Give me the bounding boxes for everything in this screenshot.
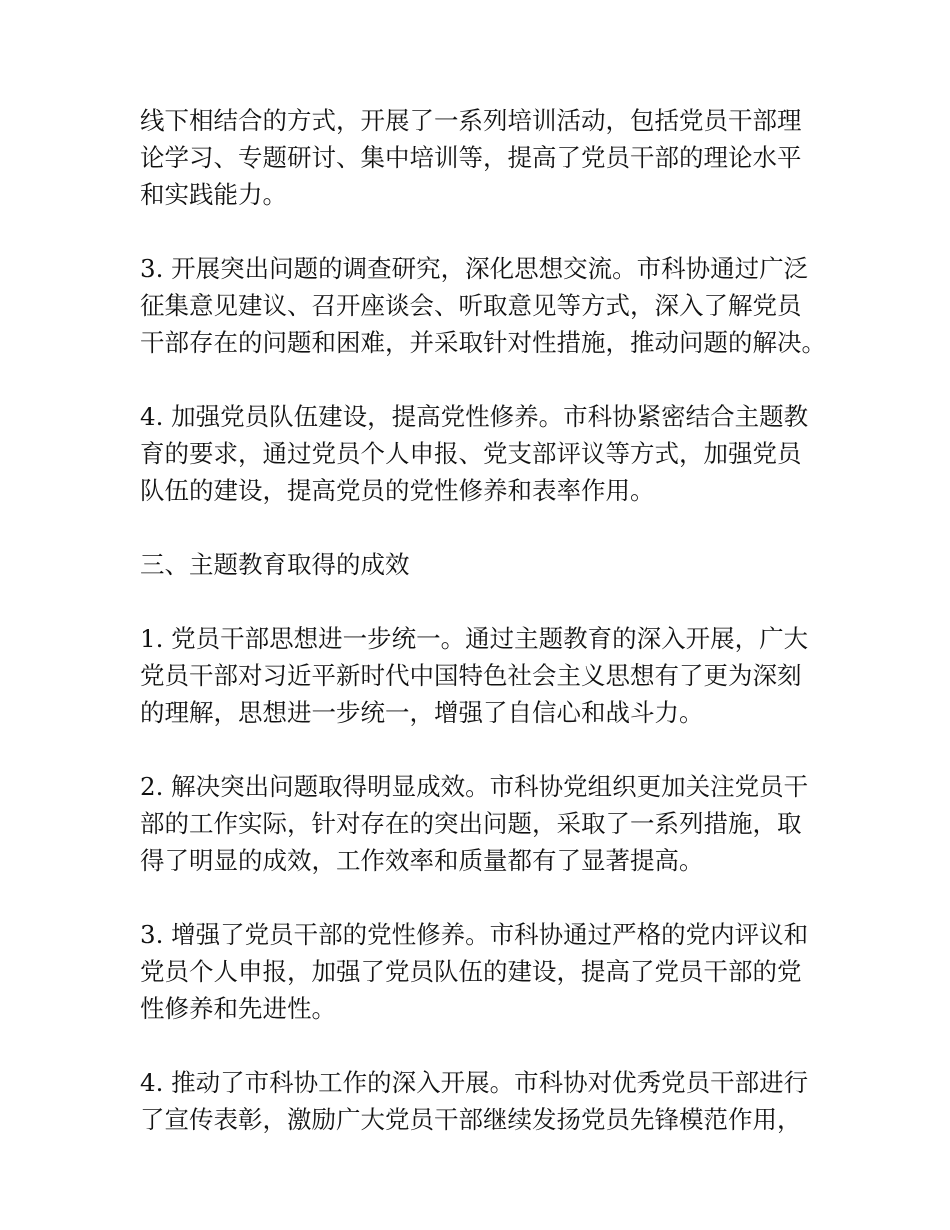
section-heading-achievements [140,546,830,583]
paragraph-achievement-4 [140,1064,830,1138]
text-line: 1. 党员干部思想进一步统一。通过主题教育的深入开展，广大 [140,624,809,653]
text-line: 征集意见建议、召开座谈会、听取意见等方式，深入了解党员 [140,291,802,320]
text-line: 干部存在的问题和困难，并采取针对性措施，推动问题的解决。 [140,328,826,357]
paragraph-training-continued [140,102,830,213]
heading-line: 三、主题教育取得的成效 [140,550,410,579]
text-line: 3. 增强了党员干部的党性修养。市科协通过严格的党内评议和 [140,920,809,949]
text-line: 育的要求，通过党员个人申报、党支部评议等方式，加强党员 [140,439,802,468]
text-line: 线下相结合的方式，开展了一系列培训活动，包括党员干部理 [140,106,802,135]
text-line: 论学习、专题研讨、集中培训等，提高了党员干部的理论水平 [140,143,802,172]
document-body [140,102,830,1175]
paragraph-item-4-team-building [140,398,830,509]
text-line: 4. 加强党员队伍建设，提高党性修养。市科协紧密结合主题教 [140,402,809,431]
text-line: 4. 推动了市科协工作的深入开展。市科协对优秀党员干部进行 [140,1068,809,1097]
text-line: 3. 开展突出问题的调查研究，深化思想交流。市科协通过广泛 [140,254,809,283]
paragraph-item-3-research [140,250,830,361]
text-line: 性修养和先进性。 [140,994,336,1023]
text-line: 的理解，思想进一步统一，增强了自信心和战斗力。 [140,698,704,727]
text-line: 党员个人申报，加强了党员队伍的建设，提高了党员干部的党 [140,957,802,986]
text-line: 党员干部对习近平新时代中国特色社会主义思想有了更为深刻 [140,661,802,690]
text-line: 了宣传表彰，激励广大党员干部继续发扬党员先锋模范作用， [140,1105,802,1134]
text-line: 部的工作实际，针对存在的突出问题，采取了一系列措施，取 [140,809,802,838]
text-line: 队伍的建设，提高党员的党性修养和表率作用。 [140,476,655,505]
text-line: 2. 解决突出问题取得明显成效。市科协党组织更加关注党员干 [140,772,809,801]
paragraph-achievement-3 [140,916,830,1027]
paragraph-achievement-1 [140,620,830,731]
text-line: 和实践能力。 [140,180,287,209]
paragraph-achievement-2 [140,768,830,879]
text-line: 得了明显的成效，工作效率和质量都有了显著提高。 [140,846,704,875]
